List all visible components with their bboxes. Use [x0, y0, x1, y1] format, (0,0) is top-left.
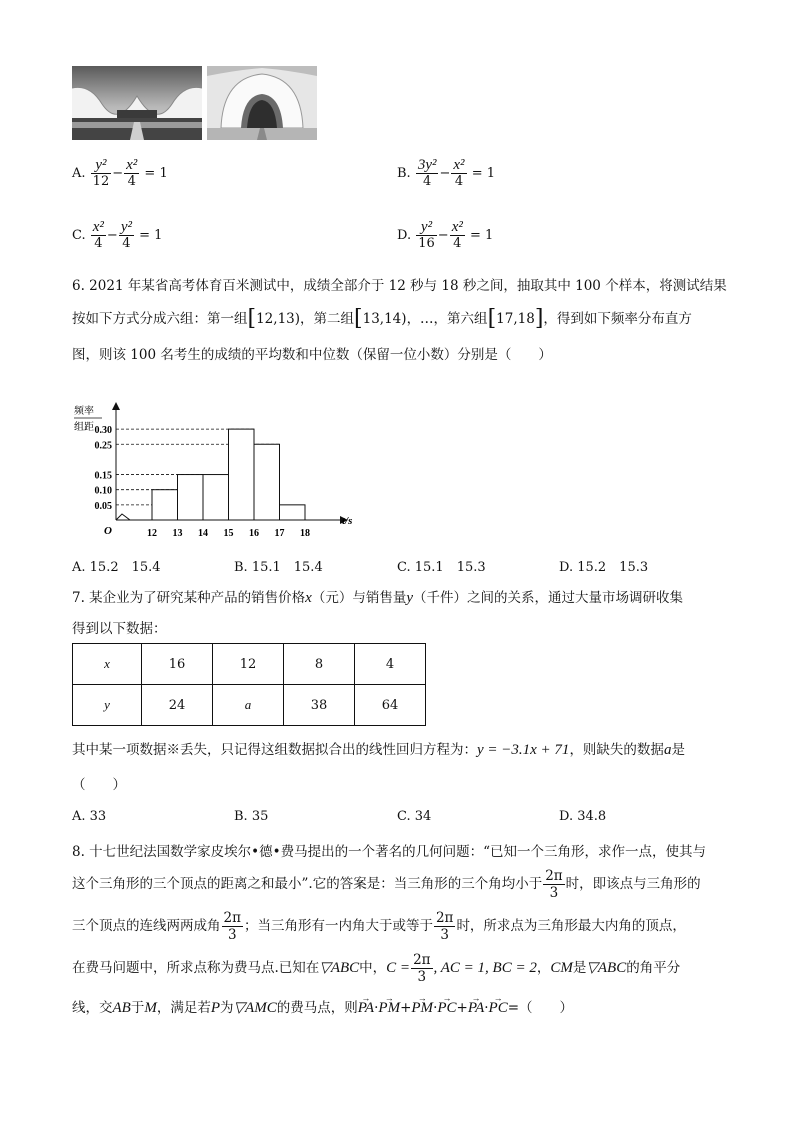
x-tick-label: 14	[198, 528, 208, 539]
histogram-bar	[254, 444, 280, 520]
x-tick-label: 13	[172, 528, 183, 539]
q8-line-4: 在费马问题中，所求点称为费马点.已知在▽ABC中，C = $\frac{2\pi}{3}$ , AC = 1, BC = 2，CM是▽ABC的角平分	[72, 952, 681, 985]
q7-line-3: 其中某一项数据※丢失，只记得这组数据拟合出的线性回归方程为：y = −3.1x + 71，则缺失的数据a是	[72, 742, 685, 758]
building-photo-right	[207, 66, 317, 140]
q6-option-b[interactable]: B. 15.1 15.4	[234, 560, 323, 575]
q7-option-c[interactable]: C. 34	[397, 809, 432, 824]
q8-line-2: 这个三角形的三个顶点的距离之和最小”.它的答案是：当三角形的三个角均小于 $\frac{2\pi}{3}$ 时，即该点与三角形的	[72, 868, 701, 901]
q6-option-c[interactable]: C. 15.1 15.3	[397, 560, 486, 575]
y-tick-label: 0.10	[94, 485, 112, 497]
q6-option-a[interactable]: A. 15.2 15.4	[72, 560, 161, 575]
q7-option-a[interactable]: A. 33	[72, 809, 107, 824]
y-tick-label: 0.15	[94, 470, 112, 482]
table-cell: 8	[284, 644, 355, 685]
q5-option-a[interactable]: A. $\frac{\text{y²}}{12}$ − $\frac{\text{x²}}{4}$ = 1	[72, 157, 168, 189]
y-axis-arrow	[112, 402, 120, 410]
x-axis-label: t/s	[342, 515, 353, 527]
q6-option-d[interactable]: D. 15.2 15.3	[559, 560, 649, 575]
x-tick-label: 16	[249, 528, 259, 539]
q5-option-c[interactable]: C. $\frac{\text{x²}}{4}$ − $\frac{\text{y²}}{4}$ = 1	[72, 219, 163, 251]
histogram-bar	[280, 505, 306, 520]
q6-line-1: 6. 2021 年某省高考体育百米测试中，成绩全部介于 12 秒与 18 秒之间，抽取其中 100 个样本，将测试结果	[72, 278, 727, 294]
histogram-bar	[178, 475, 204, 520]
table-cell: 38	[284, 685, 355, 726]
table-cell: x	[73, 644, 142, 685]
table-row	[73, 644, 426, 685]
q5-option-b[interactable]: B. $\frac{\text{3y²}}{4}$ − $\frac{\text{x²}}{4}$ = 1	[397, 157, 495, 189]
q7-data-table	[72, 643, 426, 726]
table-cell: 24	[142, 685, 213, 726]
table-cell: 16	[142, 644, 213, 685]
histogram-bar	[229, 429, 255, 520]
q7-line-4: （ ）	[72, 777, 126, 793]
x-tick-label: 12	[147, 528, 157, 539]
q5-option-d[interactable]: D. $\frac{\text{y²}}{16}$ − $\frac{\text{x²}}{4}$ = 1	[397, 219, 494, 251]
table-cell: y	[73, 685, 142, 726]
q7-line-2: 得到以下数据：	[72, 621, 167, 637]
table-cell: a	[213, 685, 284, 726]
origin-label: O	[104, 525, 112, 537]
x-tick-label: 18	[300, 528, 310, 539]
frequency-histogram	[72, 402, 372, 552]
table-cell: 12	[213, 644, 284, 685]
table-row	[73, 685, 426, 726]
x-tick-label: 17	[274, 528, 285, 539]
table-cell: 4	[355, 644, 426, 685]
y-tick-label: 0.05	[94, 500, 112, 512]
axis-break	[116, 514, 138, 520]
histogram-bar	[203, 475, 229, 520]
x-tick-label: 15	[223, 528, 234, 539]
table-cell: 64	[355, 685, 426, 726]
q7-option-b[interactable]: B. 35	[234, 809, 269, 824]
y-tick-label: 0.25	[94, 440, 112, 452]
q8-line-3: 三个顶点的连线两两成角 $\frac{2\pi}{3}$ ；当三角形有一内角大于或等于 $\frac{2\pi}{3}$ 时，所求点为三角形最大内角的顶点，	[72, 910, 686, 943]
q8-line-1: 8. 十七世纪法国数学家皮埃尔•德•费马提出的一个著名的几何问题：“已知一个三角形，求作一点，使其与	[72, 844, 706, 860]
q7-line-1: 7. 某企业为了研究某种产品的销售价格x（元）与销售量y（千件）之间的关系，通过大量市场调研收集	[72, 590, 684, 606]
y-label-bottom: 组距	[74, 422, 94, 433]
histogram-bar	[152, 490, 178, 520]
y-label-top: 频率	[74, 406, 94, 417]
q6-line-2: 按如下方式分成六组：第一组[12,13)，第二组[13,14)，…，第六组[17,18]，得到如下频率分布直方	[72, 306, 692, 331]
y-tick-label: 0.30	[94, 425, 112, 437]
building-photo-left	[72, 66, 202, 140]
q7-option-d[interactable]: D. 34.8	[559, 809, 607, 824]
q6-line-3: 图，则该 100 名考生的成绩的平均数和中位数（保留一位小数）分别是（ ）	[72, 347, 552, 363]
q8-line-5: 线，交AB于M，满足若P为▽AMC的费马点，则→ PA·→ PM+→ PM·→ PC+→ PA·→ PC=（ ）	[72, 998, 732, 1018]
